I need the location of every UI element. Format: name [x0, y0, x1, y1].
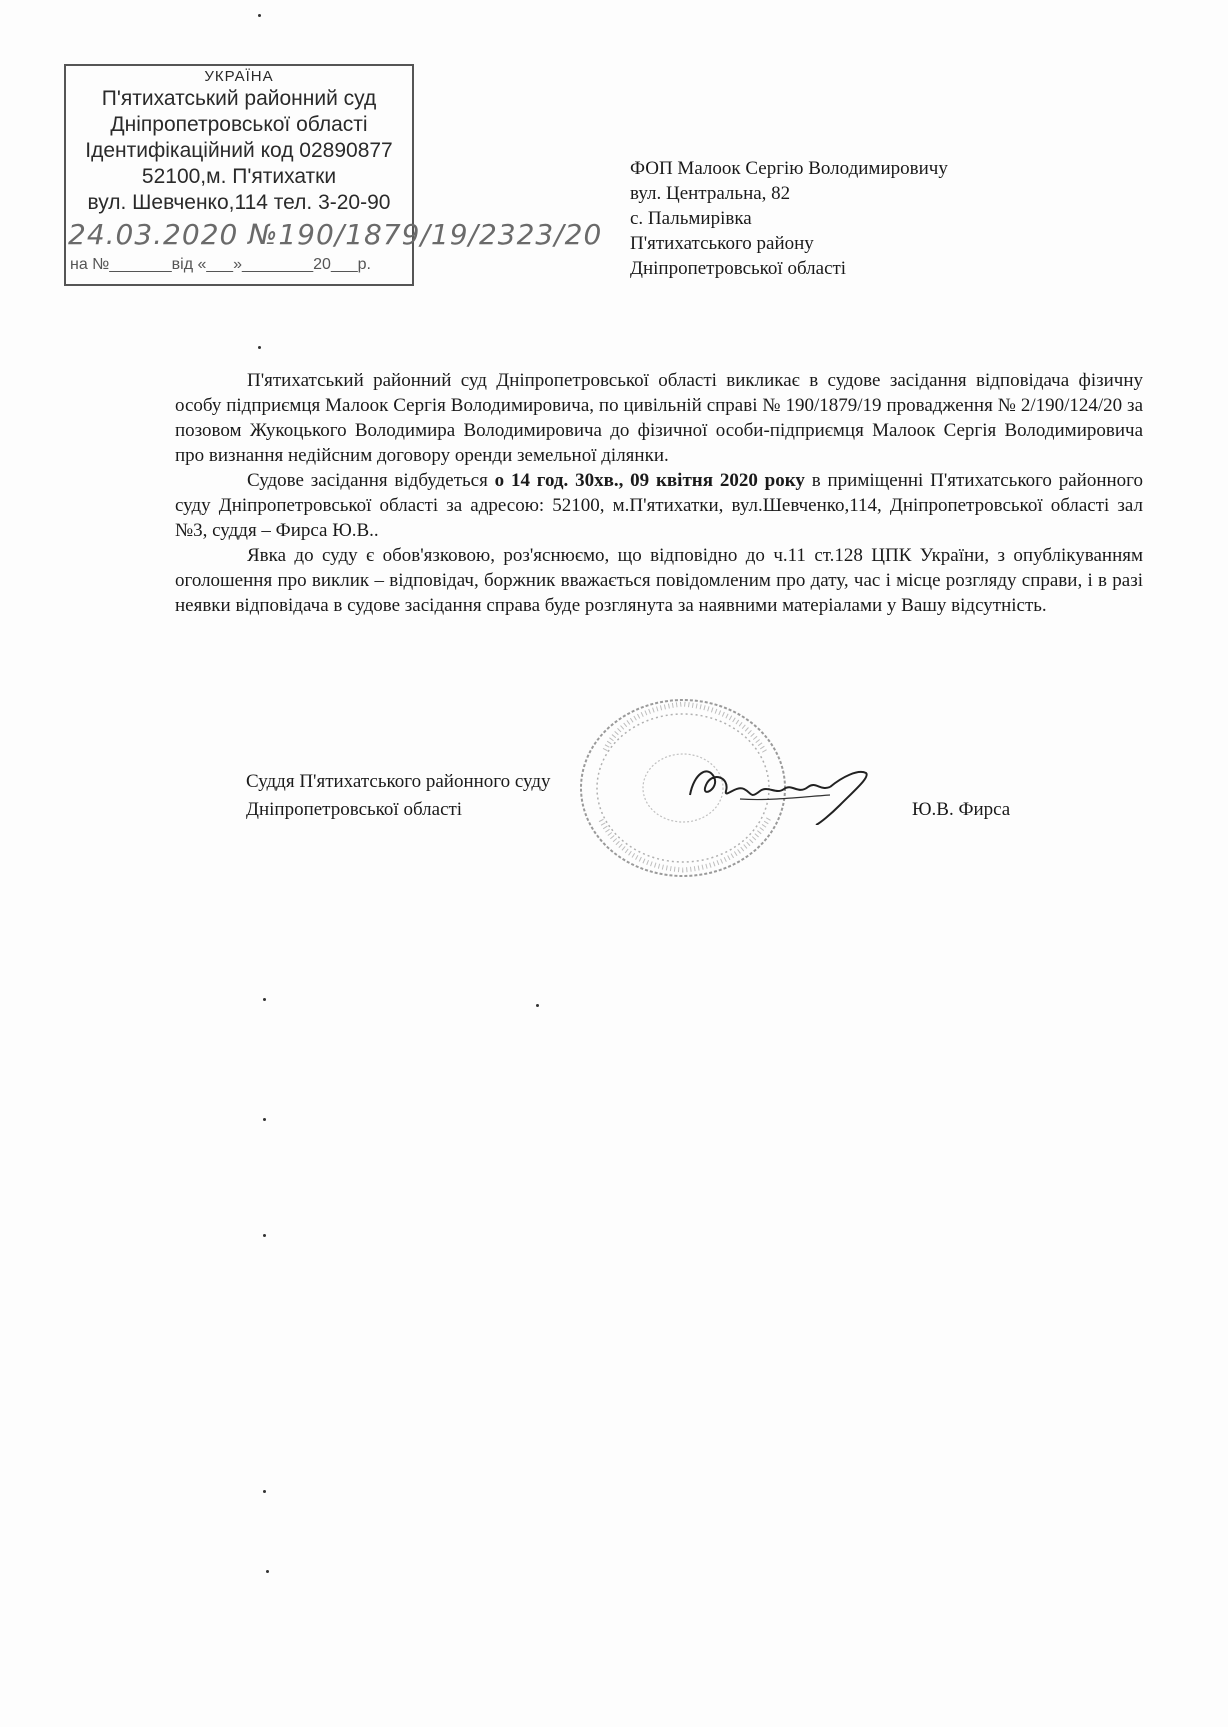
judge-title-line1: Суддя П'ятихатського районного суду — [246, 771, 551, 792]
addressee-street: вул. Центральна, 82 — [630, 183, 791, 204]
stamp-country: УКРАЇНА — [204, 68, 274, 85]
stamp-street: вул. Шевченко,114 тел. 3-20-90 — [87, 191, 391, 214]
scan-speck — [258, 346, 261, 349]
addressee-name: ФОП Малоок Сергію Володимировичу — [630, 158, 948, 179]
addressee-district: П'ятихатського району — [630, 233, 814, 254]
scan-speck — [266, 1570, 269, 1573]
scan-speck — [258, 14, 261, 17]
scan-speck — [536, 1004, 539, 1007]
judge-signature — [680, 755, 890, 825]
stamp-reference-line: на №_______від «___»________20___р. — [70, 256, 371, 273]
scan-speck — [263, 1234, 266, 1237]
judge-title-line2: Дніпропетровської області — [246, 799, 463, 820]
scan-speck — [263, 1118, 266, 1121]
court-stamp — [64, 64, 603, 286]
stamp-handwritten-number: 24.03.2020 №190/1879/19/2323/20 — [68, 218, 603, 251]
stamp-city: 52100,м. П'ятихатки — [141, 165, 337, 188]
hearing-location: в приміщенні П'ятихатського районного суду Дніпропетровської області за адресою: 52100, м.П'ятихатки, вул.Шевченко,114, Дніпропетровської області зал №3, суддя – Фирса Ю.В.. — [175, 470, 1143, 541]
judge-name: Ю.В. Фирса — [912, 799, 1011, 820]
stamp-court-name: П'ятихатський районний суд — [101, 87, 377, 110]
paragraph-attendance: Явка до суду є обов'язковою, роз'яснюємо, що відповідно до ч.11 ст.128 ЦПК України, з опублікуванням оголошення про виклик – відповідач, боржник вважається повідомленим про дату, час і місце розгляду справи, і в разі неявки відповідача в судове засідання справа буде розглянута за наявними матеріалами у Вашу відсутність. — [175, 545, 1143, 616]
addressee-village: с. Пальмирівка — [630, 208, 752, 229]
paragraph-summons: П'ятихатський районний суд Дніпропетровської області викликає в судове засідання відповідача фізичну особу підприємця Малоок Сергія Володимировича, по цивільній справі № 190/1879/19 провадження № 2/190/124/20 за позовом Жукоцького Володимира Володимировича до фізичної особи-підприємця Малоок Сергія Володимировича про визнання недійсним договору оренди земельної ділянки. — [175, 370, 1143, 466]
summons-body — [175, 368, 1143, 618]
hearing-intro: Судове засідання відбудеться — [247, 470, 495, 491]
hearing-datetime: о 14 год. 30хв., 09 квітня 2020 року — [494, 470, 805, 491]
scan-speck — [263, 1490, 266, 1493]
judge-title-block — [246, 768, 551, 824]
addressee-block — [630, 156, 948, 281]
stamp-id-code: Ідентифікаційний код 02890877 — [85, 139, 393, 162]
scan-speck — [263, 998, 266, 1001]
paragraph-hearing — [175, 468, 1143, 543]
addressee-region: Дніпропетровської області — [630, 258, 847, 279]
stamp-region: Дніпропетровської області — [110, 113, 368, 136]
